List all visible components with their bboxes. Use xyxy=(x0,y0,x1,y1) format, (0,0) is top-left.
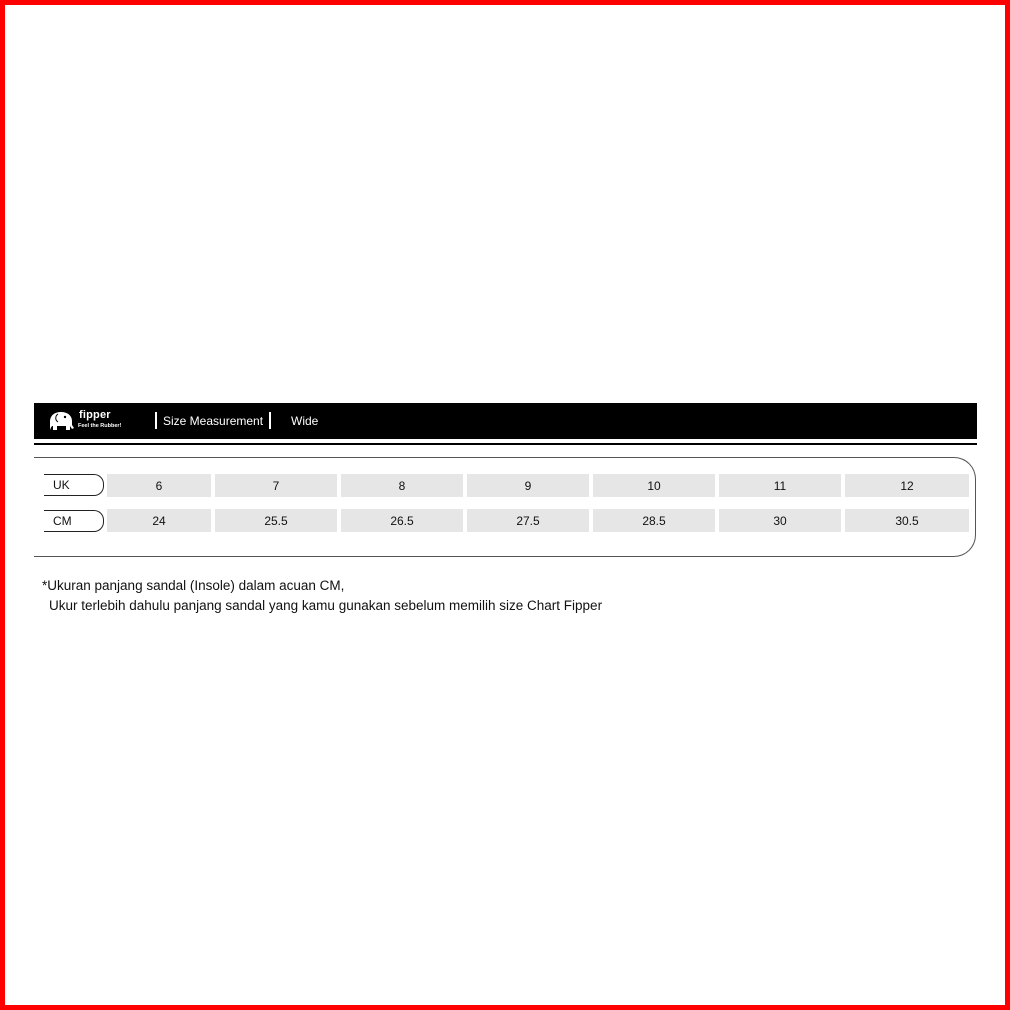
row-label-text: CM xyxy=(53,514,72,528)
brand-logo xyxy=(46,409,136,435)
table-cell: 7 xyxy=(215,474,337,497)
table-cell: 28.5 xyxy=(593,509,715,532)
size-row-cm xyxy=(107,509,969,532)
table-cell: 24 xyxy=(107,509,211,532)
table-cell: 30.5 xyxy=(845,509,969,532)
table-cell: 25.5 xyxy=(215,509,337,532)
row-label-cm xyxy=(44,510,104,532)
table-cell: 6 xyxy=(107,474,211,497)
elephant-icon xyxy=(46,410,76,432)
table-cell: 9 xyxy=(467,474,589,497)
brand-tagline: Feel the Rubber! xyxy=(78,423,122,429)
size-row-uk xyxy=(107,474,969,497)
header-divider xyxy=(155,412,157,429)
header-divider xyxy=(269,412,271,429)
size-table xyxy=(34,457,976,557)
row-label-text: UK xyxy=(53,478,70,492)
header-bar xyxy=(34,403,977,439)
table-cell: 12 xyxy=(845,474,969,497)
table-cell: 11 xyxy=(719,474,841,497)
note-line-1: *Ukuran panjang sandal (Insole) dalam acuan CM, xyxy=(42,578,345,593)
header-title: Size Measurement xyxy=(163,414,264,428)
row-label-uk xyxy=(44,474,104,496)
table-cell: 8 xyxy=(341,474,463,497)
brand-name: fipper xyxy=(79,409,111,421)
note-line-2: Ukur terlebih dahulu panjang sandal yang kamu gunakan sebelum memilih size Chart Fipper xyxy=(49,598,603,613)
table-cell: 27.5 xyxy=(467,509,589,532)
table-cell: 10 xyxy=(593,474,715,497)
header-underline xyxy=(34,443,977,445)
header-subtitle: Wide xyxy=(291,414,319,428)
table-cell: 26.5 xyxy=(341,509,463,532)
table-cell: 30 xyxy=(719,509,841,532)
